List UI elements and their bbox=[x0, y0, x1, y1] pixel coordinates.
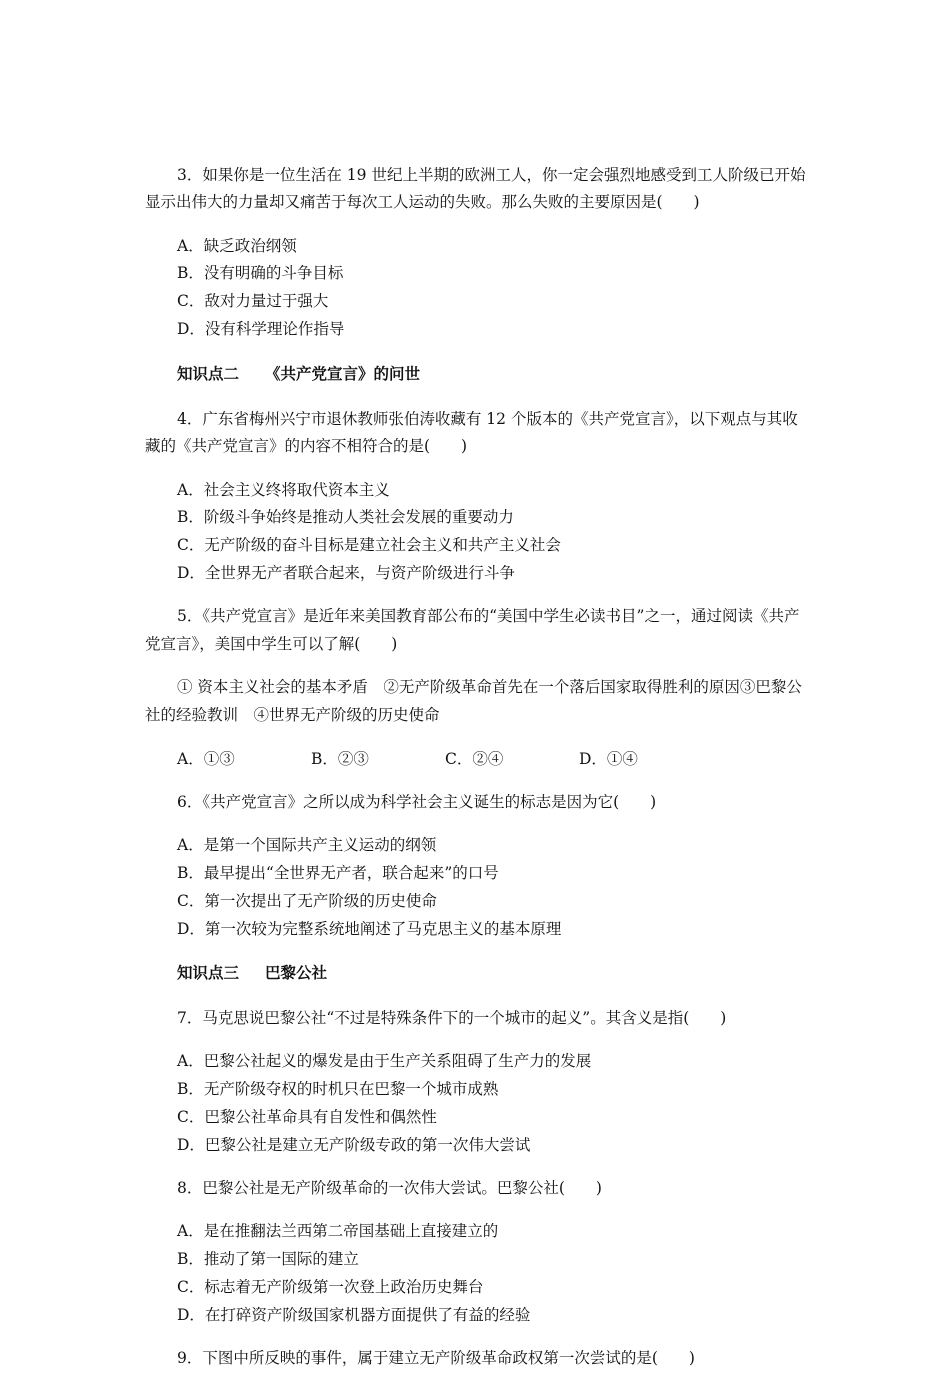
option-d: D．巴黎公社是建立无产阶级专政的第一次伟大尝试 bbox=[177, 1135, 531, 1154]
option-a: A．社会主义终将取代资本主义 bbox=[177, 480, 390, 499]
question-5 bbox=[145, 603, 810, 773]
option-a: A．巴黎公社起义的爆发是由于生产关系阻碍了生产力的发展 bbox=[177, 1052, 592, 1071]
section-heading-3 bbox=[145, 960, 810, 988]
option-a: A．①③ bbox=[177, 749, 235, 768]
option-d: D．①④ bbox=[579, 749, 638, 768]
document-page bbox=[145, 146, 810, 1388]
option-b: B．最早提出“全世界无产者，联合起来”的口号 bbox=[177, 863, 499, 882]
question-stem: 9．下图中所反映的事件，属于建立无产阶级革命政权第一次尝试的是( ) bbox=[177, 1349, 695, 1368]
heading-label: 知识点三 bbox=[177, 964, 240, 983]
question-stem: 4．广东省梅州兴宁市退休教师张伯涛收藏有 12 个版本的《共产党宣言》，以下观点与其收藏的《共产党宣言》的内容不相符合的是( ) bbox=[145, 409, 798, 456]
heading-label: 知识点二 bbox=[177, 364, 240, 383]
question-stem: 6．《共产党宣言》之所以成为科学社会主义诞生的标志是因为它( ) bbox=[177, 792, 657, 811]
option-b: B．没有明确的斗争目标 bbox=[177, 264, 344, 283]
option-d: D．全世界无产者联合起来，与资产阶级进行斗争 bbox=[177, 564, 515, 583]
heading-title: 《共产党宣言》的问世 bbox=[265, 364, 421, 383]
section-heading-2 bbox=[145, 361, 810, 389]
option-a: A．是在推翻法兰西第二帝国基础上直接建立的 bbox=[177, 1222, 499, 1241]
question-4 bbox=[145, 406, 810, 588]
question-7 bbox=[145, 1005, 810, 1159]
question-stem: 3．如果你是一位生活在 19 世纪上半期的欧洲工人，你一定会强烈地感受到工人阶级已开始显示出伟大的力量却又痛苦于每次工人运动的失败。那么失败的主要原因是( ) bbox=[145, 165, 806, 212]
option-b: B．②③ bbox=[311, 749, 369, 768]
option-d: D．没有科学理论作指导 bbox=[177, 319, 345, 338]
option-b: B．推动了第一国际的建立 bbox=[177, 1250, 359, 1269]
question-statements: ① 资本主义社会的基本矛盾 ②无产阶级革命首先在一个落后国家取得胜利的原因③巴黎公社的经验教训 ④世界无产阶级的历史使命 bbox=[145, 678, 802, 725]
option-a: A．缺乏政治纲领 bbox=[177, 236, 297, 255]
option-c: C．敌对力量过于强大 bbox=[177, 292, 329, 311]
heading-title: 巴黎公社 bbox=[265, 964, 328, 983]
option-c: C．巴黎公社革命具有自发性和偶然性 bbox=[177, 1108, 437, 1127]
option-c: C．第一次提出了无产阶级的历史使命 bbox=[177, 891, 437, 910]
question-stem: 5．《共产党宣言》是近年来美国教育部公布的“美国中学生必读书目”之一，通过阅读《共产党宣言》，美国中学生可以了解( ) bbox=[145, 607, 800, 654]
option-b: B．阶级斗争始终是推动人类社会发展的重要动力 bbox=[177, 508, 514, 527]
question-3 bbox=[145, 162, 810, 344]
question-stem: 8．巴黎公社是无产阶级革命的一次伟大尝试。巴黎公社( ) bbox=[177, 1179, 602, 1198]
question-stem: 7．马克思说巴黎公社“不过是特殊条件下的一个城市的起义”。其含义是指( ) bbox=[177, 1009, 727, 1028]
question-9 bbox=[145, 1345, 810, 1373]
option-d: D．在打碎资产阶级国家机器方面提供了有益的经验 bbox=[177, 1305, 531, 1324]
question-6 bbox=[145, 789, 810, 943]
option-d: D．第一次较为完整系统地阐述了马克思主义的基本原理 bbox=[177, 919, 562, 938]
question-8 bbox=[145, 1175, 810, 1329]
inline-options bbox=[145, 746, 810, 774]
option-c: C．无产阶级的奋斗目标是建立社会主义和共产主义社会 bbox=[177, 536, 561, 555]
option-c: C．②④ bbox=[445, 749, 504, 768]
option-a: A．是第一个国际共产主义运动的纲领 bbox=[177, 836, 437, 855]
option-b: B．无产阶级夺权的时机只在巴黎一个城市成熟 bbox=[177, 1080, 499, 1099]
option-c: C．标志着无产阶级第一次登上政治历史舞台 bbox=[177, 1278, 484, 1296]
